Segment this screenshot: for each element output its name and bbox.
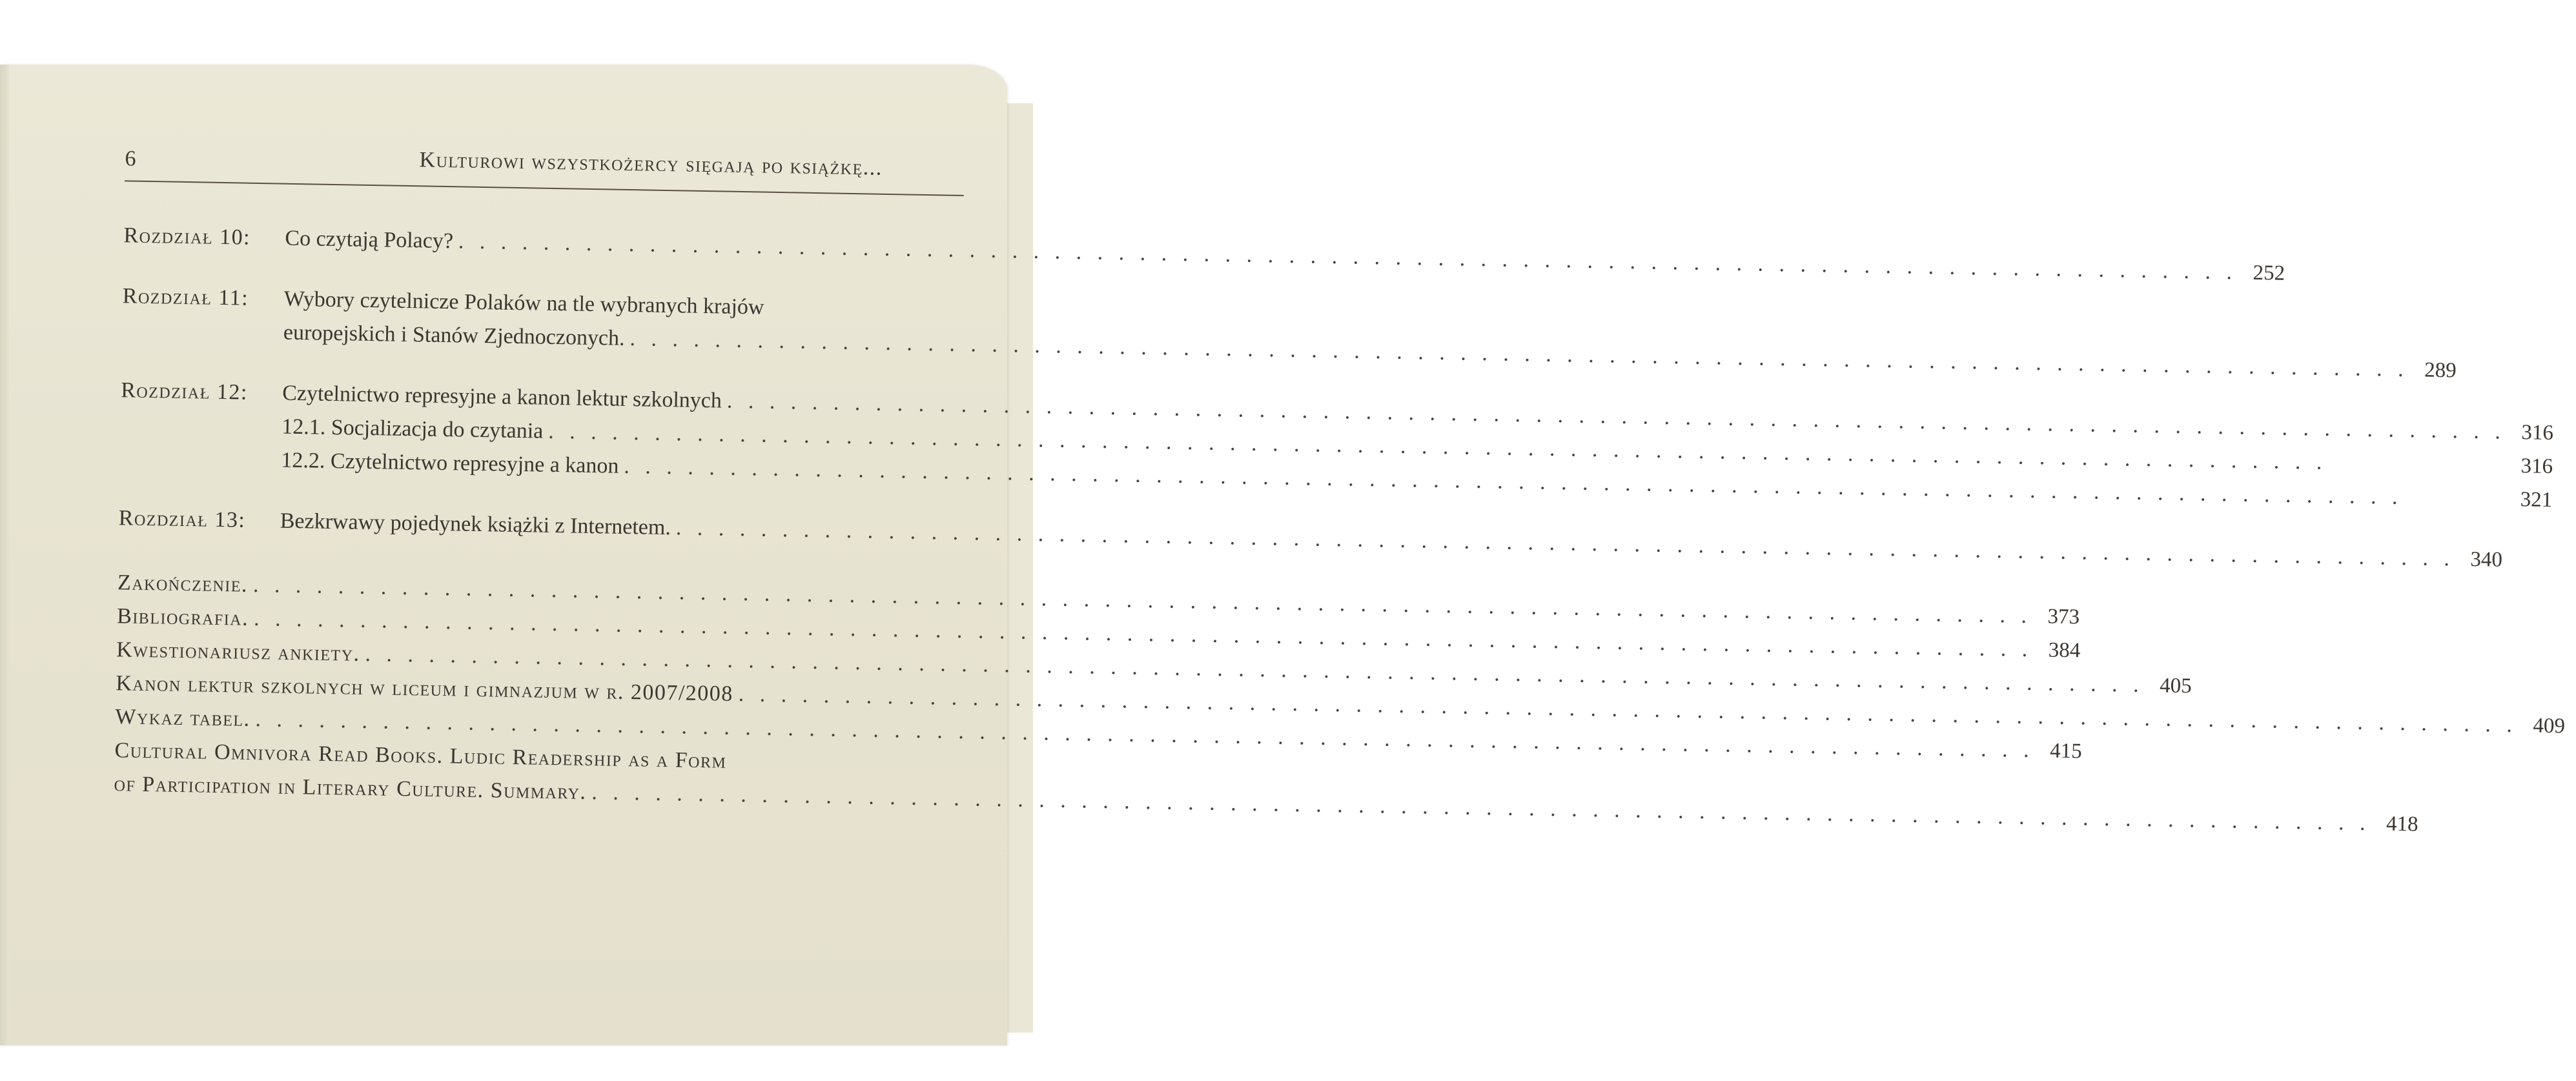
entry-page: 289 <box>2424 358 2457 383</box>
entry-title: Bibliografia. <box>116 604 249 631</box>
page-number: 6 <box>125 146 136 171</box>
entry-page: 316 <box>2521 421 2554 445</box>
entry-title: Wykaz tabel. <box>115 705 250 731</box>
subentry-title: 12.2. Czytelnictwo represyjne a kanon <box>281 448 619 478</box>
entry-title: Czytelnictwo represyjne a kanon lektur szkolnych <box>281 381 722 413</box>
entry-page: 415 <box>2049 739 2082 763</box>
header-rule <box>125 180 964 196</box>
chapter-label: Rozdział 12: <box>120 378 249 405</box>
chapter-label: Rozdział 10: <box>123 223 251 250</box>
entry-title: Co czytają Polacy? <box>285 226 454 254</box>
entry-title: Zakończenie. <box>117 571 249 597</box>
toc-chapter-12 <box>119 374 2554 512</box>
subentry-title: 12.1. Socjalizacja do czytania <box>281 414 544 443</box>
summary-title-line-2: of Participation in Literary Culture. Summary. <box>114 772 587 804</box>
dot-leader <box>591 776 2371 840</box>
book-page <box>0 65 2566 1046</box>
entry-title: Kwestionariusz ankiety. <box>116 638 360 666</box>
entry-page: 405 <box>2159 674 2192 698</box>
entry-page: 409 <box>2533 714 2566 738</box>
summary-title-line-1: Cultural Omnivora Read Books. Ludic Readership as a Form <box>114 738 727 773</box>
entry-page: 252 <box>2253 261 2285 285</box>
entry-title: Kanon lektur szkolnych w liceum i gimnazjum w r. 2007/2008 <box>116 671 734 706</box>
entry-title: Bezkrwawy pojedynek książki z Internetem. <box>280 509 671 540</box>
subentry-page: 316 <box>2520 454 2553 479</box>
table-of-contents <box>114 219 2566 836</box>
chapter-label: Rozdział 13: <box>118 506 246 532</box>
running-head: Kulturowi wszystkożercy sięgają po książkę... <box>419 148 883 180</box>
entry-title-line-1: Wybory czytelnicze Polaków na tle wybranych krajów <box>283 287 764 319</box>
subentry-page: 321 <box>2520 488 2553 512</box>
page-content <box>0 56 2566 1054</box>
entry-page: 340 <box>2470 547 2503 572</box>
chapter-label: Rozdział 11: <box>122 284 249 310</box>
entry-page: 373 <box>2047 605 2080 629</box>
entry-page: 418 <box>2386 812 2418 836</box>
entry-title-line-2: europejskich i Stanów Zjednoczonych. <box>283 320 625 350</box>
entry-page: 384 <box>2048 638 2081 663</box>
